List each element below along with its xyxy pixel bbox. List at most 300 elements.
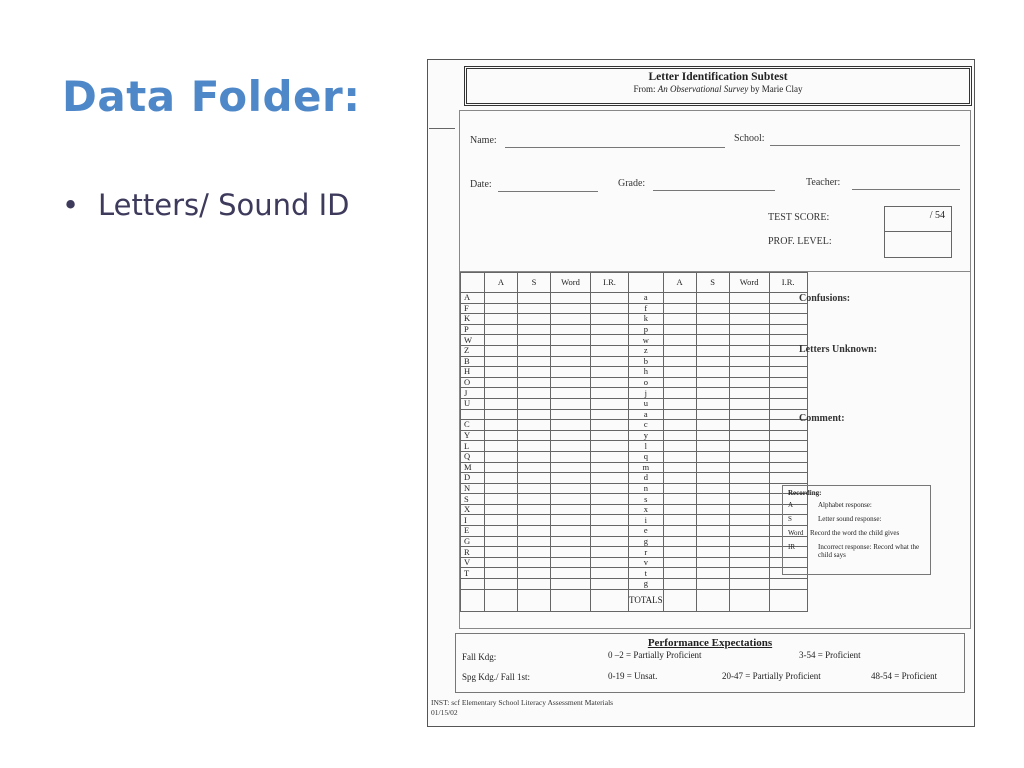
fall-kdg-range-1: 0 –2 = Partially Proficient [608,650,702,660]
response-cell [551,388,591,399]
uppercase-letter-cell: Z [461,345,485,356]
header-cell [629,273,664,293]
bullet-dot-icon: • [62,188,80,222]
name-label: Name: [470,135,497,146]
lowercase-letter-cell: a [629,409,664,420]
recording-key-box [782,485,931,575]
response-cell [591,377,629,388]
table-row [461,568,808,579]
letters-unknown-label: Letters Unknown: [799,344,878,355]
response-cell [551,430,591,441]
response-cell [485,430,518,441]
lowercase-letter-cell: e [629,526,664,537]
response-cell [485,345,518,356]
performance-title: Performance Expectations [647,637,773,649]
response-cell [518,430,551,441]
response-cell [485,420,518,431]
lowercase-letter-cell: a [629,293,664,304]
response-cell [663,568,696,579]
totals-cell [518,589,551,611]
totals-cell [485,589,518,611]
response-cell [485,451,518,462]
response-cell [696,388,729,399]
response-cell [591,536,629,547]
response-cell [518,473,551,484]
document-source: From: An Observational Survey by Marie Clay [633,84,803,94]
header-cell: A [663,273,696,293]
response-cell [551,324,591,335]
uppercase-letter-cell: F [461,303,485,314]
response-cell [729,409,769,420]
grade-label: Grade: [618,178,646,189]
response-cell [696,494,729,505]
response-cell [485,462,518,473]
response-cell [696,356,729,367]
lowercase-letter-cell: d [629,473,664,484]
response-cell [551,526,591,537]
totals-cell [551,589,591,611]
uppercase-letter-cell: Y [461,430,485,441]
response-cell [696,303,729,314]
uppercase-letter-cell: O [461,377,485,388]
header-cell: Word [729,273,769,293]
response-cell [551,420,591,431]
table-row [461,526,808,537]
uppercase-letter-cell: A [461,293,485,304]
confusions-label: Confusions: [799,293,851,304]
test-score-value: / 54 [929,210,945,221]
school-label: School: [734,133,765,144]
response-cell [551,293,591,304]
response-cell [663,293,696,304]
response-cell [663,515,696,526]
response-cell [551,441,591,452]
response-cell [696,483,729,494]
response-cell [696,293,729,304]
response-cell [485,377,518,388]
response-cell [485,579,518,590]
response-cell [518,420,551,431]
table-row [461,441,808,452]
teacher-line [852,189,960,190]
response-cell [663,557,696,568]
recording-row: Word Record the word the child gives [788,529,900,537]
response-cell [663,377,696,388]
response-cell [663,314,696,325]
response-cell [769,462,807,473]
lowercase-letter-cell: y [629,430,664,441]
response-cell [518,536,551,547]
response-cell [696,430,729,441]
table-row [461,483,808,494]
response-cell [518,483,551,494]
response-cell [551,335,591,346]
response-cell [591,441,629,452]
spring-range-1: 0-19 = Unsat. [608,671,658,681]
lowercase-letter-cell: r [629,547,664,558]
response-cell [729,356,769,367]
uppercase-letter-cell: W [461,335,485,346]
response-cell [518,335,551,346]
response-cell [485,398,518,409]
table-row [461,462,808,473]
response-cell [663,409,696,420]
uppercase-letter-cell: N [461,483,485,494]
response-cell [663,356,696,367]
response-cell [729,420,769,431]
response-cell [663,526,696,537]
response-cell [729,398,769,409]
lowercase-letter-cell: q [629,451,664,462]
header-cell: I.R. [769,273,807,293]
document-title: Letter Identification Subtest [648,71,788,83]
response-cell [696,420,729,431]
response-cell [769,441,807,452]
response-cell [518,515,551,526]
response-cell [551,409,591,420]
response-cell [518,324,551,335]
prof-level-label: PROF. LEVEL: [768,236,832,247]
scan-mark [429,128,455,129]
response-cell [663,420,696,431]
totals-cell [696,589,729,611]
response-cell [591,303,629,314]
date-label: Date: [470,179,492,190]
response-cell [696,504,729,515]
response-cell [485,473,518,484]
response-cell [696,451,729,462]
response-cell [518,303,551,314]
recording-row: A Alphabet response: [788,501,872,509]
response-cell [769,388,807,399]
response-cell [663,494,696,505]
response-cell [663,398,696,409]
response-cell [591,409,629,420]
response-cell [518,409,551,420]
response-cell [591,504,629,515]
response-cell [485,324,518,335]
response-cell [696,409,729,420]
response-cell [663,388,696,399]
test-score-label: TEST SCORE: [768,212,830,223]
response-cell [769,430,807,441]
response-cell [663,547,696,558]
response-cell [663,345,696,356]
recording-row: IR Incorrect response: Record what the child says [788,543,920,559]
totals-row [461,589,808,611]
response-cell [518,345,551,356]
table-row [461,303,808,314]
totals-cell [729,589,769,611]
lowercase-letter-cell: f [629,303,664,314]
table-header-row [461,273,808,293]
response-cell [518,494,551,505]
uppercase-letter-cell [461,409,485,420]
response-cell [518,504,551,515]
uppercase-letter-cell: D [461,473,485,484]
response-cell [485,441,518,452]
lowercase-letter-cell: s [629,494,664,505]
recording-row: S Letter sound response: [788,515,882,523]
lowercase-letter-cell: v [629,557,664,568]
response-cell [485,367,518,378]
response-cell [696,557,729,568]
totals-cell [591,589,629,611]
response-cell [591,356,629,367]
response-cell [696,568,729,579]
response-cell [591,515,629,526]
response-cell [769,451,807,462]
lowercase-letter-cell: h [629,367,664,378]
table-row [461,420,808,431]
response-cell [485,568,518,579]
response-cell [663,504,696,515]
response-cell [729,335,769,346]
lowercase-letter-cell: i [629,515,664,526]
uppercase-letter-cell: H [461,367,485,378]
response-cell [729,377,769,388]
response-cell [769,579,807,590]
recording-heading: Recording: [788,489,822,497]
response-cell [591,462,629,473]
response-cell [696,536,729,547]
response-cell [551,515,591,526]
response-cell [551,504,591,515]
spring-range-2: 20-47 = Partially Proficient [722,671,821,681]
response-cell [591,494,629,505]
comment-label: Comment: [799,413,845,424]
uppercase-letter-cell: U [461,398,485,409]
response-cell [518,441,551,452]
table-row [461,515,808,526]
response-cell [485,547,518,558]
response-cell [769,367,807,378]
response-cell [696,473,729,484]
header-cell: Word [551,273,591,293]
response-cell [729,494,769,505]
response-cell [551,398,591,409]
response-cell [591,473,629,484]
lowercase-letter-cell: w [629,335,664,346]
uppercase-letter-cell: X [461,504,485,515]
response-cell [729,430,769,441]
uppercase-letter-cell: Q [461,451,485,462]
lowercase-letter-cell: u [629,398,664,409]
spring-range-3: 48-54 = Proficient [871,671,938,681]
response-cell [729,314,769,325]
header-cell [461,273,485,293]
date-line [498,191,598,192]
performance-expectations-box [455,633,965,693]
uppercase-letter-cell: M [461,462,485,473]
response-cell [696,547,729,558]
table-row [461,356,808,367]
response-cell [551,377,591,388]
score-box [884,206,952,258]
table-row [461,314,808,325]
response-cell [769,398,807,409]
response-cell [591,293,629,304]
response-cell [769,324,807,335]
header-cell: A [485,273,518,293]
response-cell [485,303,518,314]
response-cell [591,324,629,335]
response-cell [591,314,629,325]
response-cell [729,441,769,452]
lowercase-letter-cell: m [629,462,664,473]
response-cell [729,579,769,590]
response-cell [591,430,629,441]
table-row [461,367,808,378]
response-cell [591,388,629,399]
table-row [461,494,808,505]
spring-label: Spg Kdg./ Fall 1st: [462,672,531,682]
response-cell [551,462,591,473]
response-cell [729,568,769,579]
table-row [461,557,808,568]
table-row [461,430,808,441]
uppercase-letter-cell: L [461,441,485,452]
uppercase-letter-cell: G [461,536,485,547]
response-cell [591,420,629,431]
response-cell [551,536,591,547]
table-row [461,504,808,515]
response-cell [551,367,591,378]
lowercase-letter-cell: t [629,568,664,579]
uppercase-letter-cell: I [461,515,485,526]
response-cell [485,557,518,568]
response-cell [551,483,591,494]
response-cell [591,451,629,462]
response-cell [696,377,729,388]
table-row [461,547,808,558]
document-title-box [464,66,972,106]
response-cell [518,526,551,537]
score-box-divider [885,231,951,232]
response-cell [729,303,769,314]
response-cell [769,303,807,314]
response-cell [729,462,769,473]
bullet-text: Letters/ Sound ID [98,188,350,222]
response-cell [551,568,591,579]
totals-cell [461,589,485,611]
response-cell [485,504,518,515]
response-cell [551,557,591,568]
response-cell [696,462,729,473]
uppercase-letter-cell: R [461,547,485,558]
lowercase-letter-cell: p [629,324,664,335]
response-cell [591,367,629,378]
response-cell [518,293,551,304]
response-cell [591,568,629,579]
table-row [461,377,808,388]
uppercase-letter-cell: S [461,494,485,505]
response-cell [591,526,629,537]
lowercase-letter-cell: k [629,314,664,325]
response-cell [729,324,769,335]
uppercase-letter-cell: B [461,356,485,367]
response-cell [518,568,551,579]
response-cell [663,536,696,547]
response-cell [485,356,518,367]
response-cell [485,494,518,505]
table-row [461,409,808,420]
response-cell [551,356,591,367]
response-cell [485,293,518,304]
response-cell [729,451,769,462]
table-row [461,473,808,484]
response-cell [518,462,551,473]
response-cell [485,526,518,537]
fall-kdg-label: Fall Kdg: [462,652,497,662]
response-cell [485,515,518,526]
response-cell [518,451,551,462]
uppercase-letter-cell: T [461,568,485,579]
response-cell [591,579,629,590]
response-cell [729,473,769,484]
table-row [461,451,808,462]
letter-grid-area [459,271,971,629]
lowercase-letter-cell: l [629,441,664,452]
response-cell [663,430,696,441]
response-cell [551,473,591,484]
response-cell [518,398,551,409]
response-cell [663,441,696,452]
fall-kdg-range-2: 3-54 = Proficient [799,650,861,660]
lowercase-letter-cell: z [629,345,664,356]
response-cell [729,483,769,494]
bullet-item [62,188,350,222]
response-cell [551,345,591,356]
lowercase-letter-cell: b [629,356,664,367]
response-cell [729,345,769,356]
response-cell [485,536,518,547]
response-cell [696,579,729,590]
grade-line [653,190,775,191]
response-cell [591,335,629,346]
response-cell [518,356,551,367]
lowercase-letter-cell: o [629,377,664,388]
footer-line-1: INST: scf Elementary School Literacy Assessment Materials [431,698,614,707]
response-cell [591,557,629,568]
table-row [461,398,808,409]
uppercase-letter-cell: E [461,526,485,537]
scanned-document [427,59,975,727]
response-cell [551,314,591,325]
table-row [461,579,808,590]
response-cell [591,483,629,494]
response-cell [729,557,769,568]
lowercase-letter-cell: x [629,504,664,515]
response-cell [518,579,551,590]
response-cell [729,293,769,304]
response-cell [769,356,807,367]
uppercase-letter-cell [461,579,485,590]
response-cell [729,504,769,515]
response-cell [663,462,696,473]
response-cell [696,345,729,356]
teacher-label: Teacher: [806,177,841,188]
totals-cell [769,589,807,611]
response-cell [591,398,629,409]
uppercase-letter-cell: V [461,557,485,568]
response-cell [663,303,696,314]
response-cell [729,547,769,558]
response-cell [551,579,591,590]
uppercase-letter-cell: K [461,314,485,325]
response-cell [485,483,518,494]
response-cell [518,388,551,399]
